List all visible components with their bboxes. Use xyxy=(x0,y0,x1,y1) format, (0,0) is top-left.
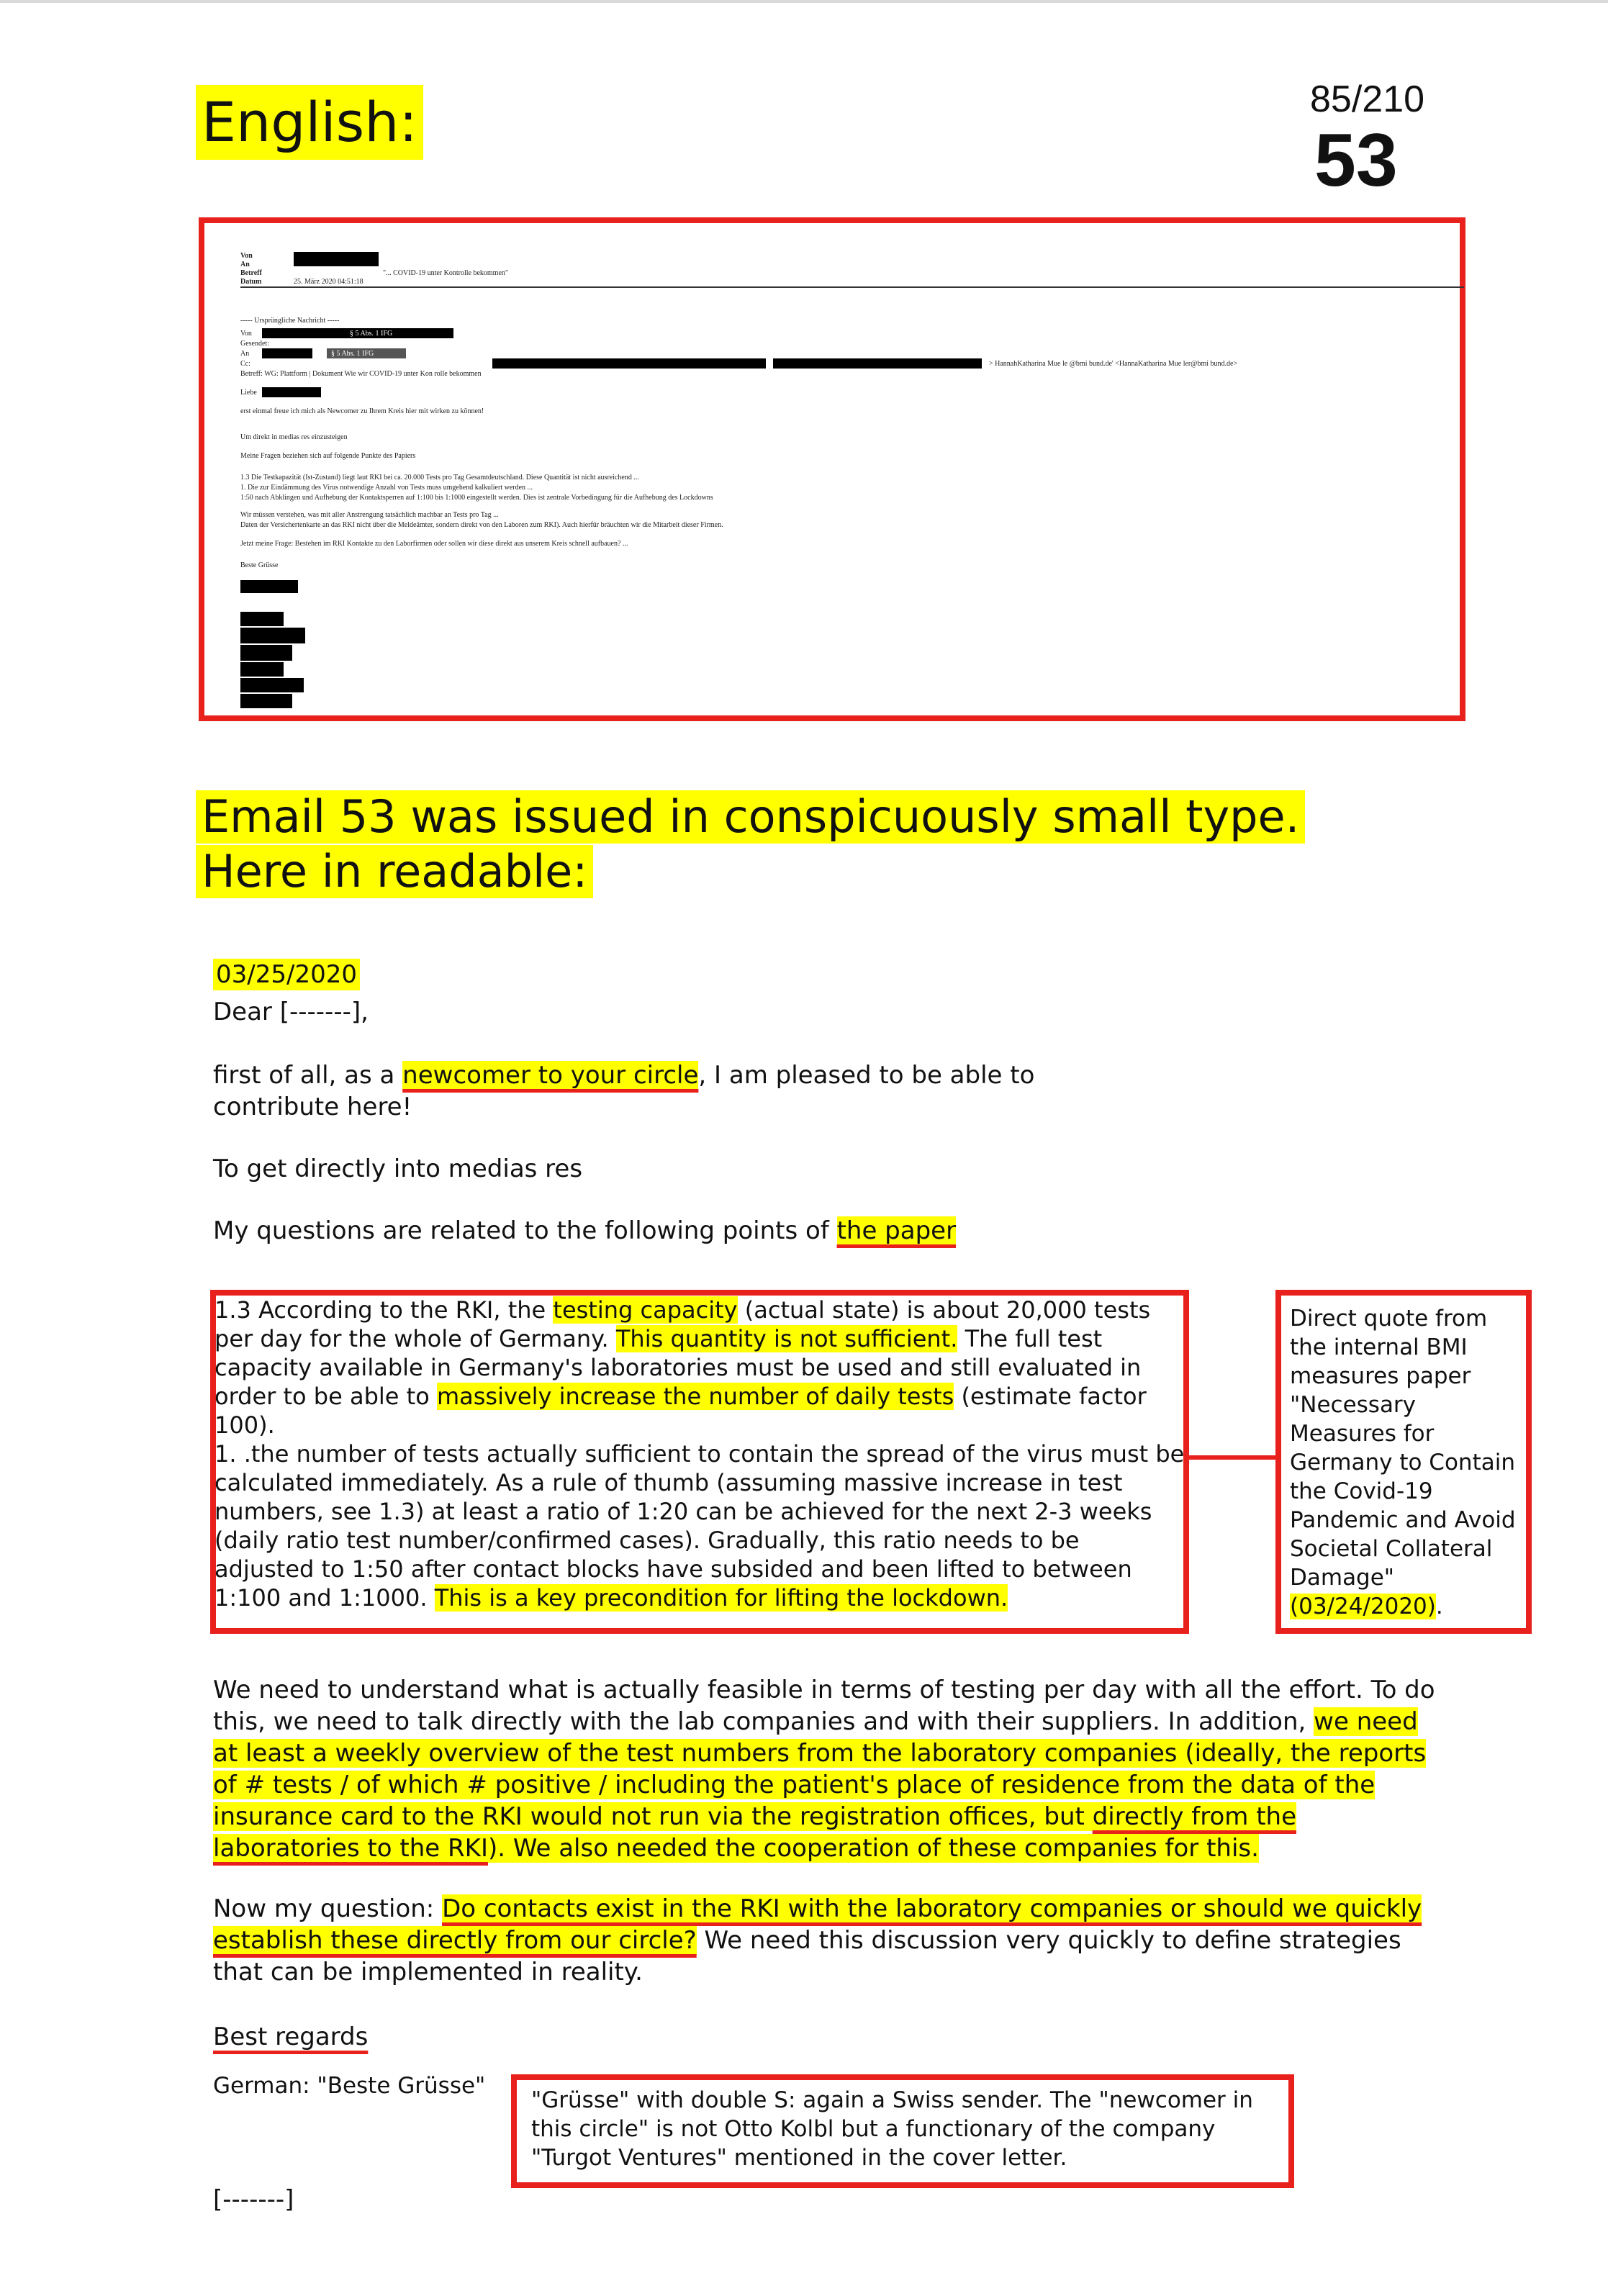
email-questions-intro xyxy=(213,1215,956,1247)
thumb-line: Datum xyxy=(240,278,262,286)
thumb-redaction-label: § 5 Abs. 1 IFG xyxy=(350,330,393,338)
thumb-line: Meine Fragen beziehen sich auf folgende Punkte des Papiers xyxy=(240,452,416,460)
thumb-line: 25. März 2020 04:51:18 xyxy=(294,278,363,286)
redaction-bar xyxy=(262,348,312,358)
redaction-bar xyxy=(262,328,348,338)
highlight-increase-tests: massively increase the number of daily tests xyxy=(436,1383,954,1410)
redaction-bar xyxy=(240,694,292,708)
quote-paragraph-1 xyxy=(214,1296,1186,1439)
email-paragraph-3 xyxy=(213,1674,1437,1864)
thumb-line: Betreff: WG: Plattform | Dokument Wie wir COVID-19 unter Kon rolle bekommen xyxy=(240,370,482,378)
thumb-line: Um direkt in medias res einzusteigen xyxy=(240,433,348,441)
highlight-testing-capacity: testing capacity xyxy=(553,1296,738,1324)
language-label: English: xyxy=(196,85,423,160)
redaction-bar xyxy=(240,628,305,643)
redaction-bar xyxy=(773,358,982,369)
email-salutation: Dear [-------], xyxy=(213,998,369,1026)
headline-line-2: Here in readable: xyxy=(196,845,593,898)
thumb-line: Daten der Versichertenkarte an das RKI nicht über die Meldeämter, sondern direkt von den Laboren zum RKI). Auch hierfür bräuchten wir die Mitarbeit dieser Firmen. xyxy=(240,521,723,529)
headline-line-1: Email 53 was issued in conspicuously small type. xyxy=(196,790,1305,844)
email-medias-res: To get directly into medias res xyxy=(213,1154,583,1183)
text-run: (estimate factor 100). xyxy=(214,1383,1147,1439)
text-run: 1. .the number of tests actually sufficient to contain the spread of the virus must be calculated immediately. As a rule of thumb (assuming massive increase in test numbers, see 1.3) at least a ratio of 1:20 can be achieved for the next 2-3 weeks (daily ratio test number/confirmed cases). Gradually, this ratio needs to be adjusted to 1:50 after contact blocks have subsided and been lifted to between 1:100 and 1:1000. xyxy=(214,1440,1185,1612)
highlight-the-paper: the paper xyxy=(836,1216,957,1245)
email-date: 03/25/2020 xyxy=(213,959,360,990)
thumb-line: Jetzt meine Frage: Bestehen im RKI Kontakte zu den Laborfirmen oder sollen wir diese direkt aus unserem Kreis schnell aufbauen? ... xyxy=(240,540,628,548)
thumb-line: Von xyxy=(240,252,253,260)
email-paragraph-4 xyxy=(213,1893,1422,1988)
side-note-text xyxy=(1290,1304,1527,1621)
thumb-redaction-label: § 5 Abs. 1 IFG xyxy=(331,350,374,358)
highlight-not-sufficient: This quantity is not sufficient. xyxy=(615,1325,958,1352)
highlight-weekly-overview: we need at least a weekly overview of the test numbers from the laboratory companies (ideally, the reports of # tests / of which # positive / including the patient's place of residence from the data of the insurance card to the RKI would not run via the registration offices, but xyxy=(213,1707,1427,1831)
page-count: 85/210 xyxy=(1310,78,1425,120)
thumb-line: Wir müssen verstehen, was mit aller Anstrengung tatsächlich machbar an Tests pro Tag ... xyxy=(240,511,499,519)
text-run: We need to understand what is actually feasible in terms of testing per day with all the effort. To do this, we need to talk directly with the lab companies and with their suppliers. In addition, xyxy=(213,1676,1435,1736)
text-run: . xyxy=(1435,1594,1443,1619)
quote-paragraph-2 xyxy=(214,1439,1186,1612)
headline xyxy=(196,790,1305,900)
thumb-line: 1:50 nach Abklingen und Aufhebung der Kontaktsperren auf 1:100 bis 1:1000 eingestellt werden. Dies ist zentrale Vorbedingung für die Aufhebung des Lockdowns xyxy=(240,494,713,502)
email-number: 53 xyxy=(1314,119,1398,202)
german-label: German: "Beste Grüsse" xyxy=(213,2073,486,2099)
highlight-key-precondition: This is a key precondition for lifting the lockdown. xyxy=(434,1584,1008,1612)
redaction-bar xyxy=(240,645,292,661)
highlight-newcomer: newcomer to your circle xyxy=(402,1061,699,1090)
thumb-line: Liebe xyxy=(240,389,257,397)
text-run: , I am pleased to be able to contribute here! xyxy=(213,1061,1035,1121)
thumb-line: Cc: xyxy=(240,360,250,368)
text-run: first of all, as a xyxy=(213,1061,403,1090)
text-run: Now my question: xyxy=(213,1894,443,1923)
redaction-bar xyxy=(294,252,379,266)
thumb-line: ----- Ursprüngliche Nachricht ----- xyxy=(240,317,340,325)
text-run: (actual state) is about 20,000 tests per day for the whole of Germany. xyxy=(214,1296,1151,1352)
email-closing: Best regards xyxy=(213,2022,369,2051)
email-intro xyxy=(213,1059,1149,1123)
redaction-bar xyxy=(262,387,321,397)
thumb-line: Betreff xyxy=(240,269,262,277)
highlight-directly-from-labs: directly from the laboratories to the RKI xyxy=(213,1802,1296,1863)
thumb-line: Von xyxy=(240,330,252,338)
redaction-bar xyxy=(240,612,284,626)
highlight-cooperation: ). We also needed the cooperation of these companies for this. xyxy=(487,1834,1259,1863)
thumb-line: erst einmal freue ich mich als Newcomer zu Ihrem Kreis hier mit wirken zu können! xyxy=(240,407,484,415)
thumb-line: Beste Grüsse xyxy=(240,561,279,569)
thumb-line: > HannahKatharina Mue le @bmi bund.de' <HannaKatharina Mue ler@bmi bund.de> xyxy=(989,360,1238,368)
thumb-line: 1. Die zur Eindämmung des Virus notwendige Anzahl von Tests muss umgehend kalkuliert werden ... xyxy=(240,484,533,492)
original-email-thumbnail xyxy=(199,217,1465,721)
text-run: My questions are related to the following points of xyxy=(213,1216,837,1245)
redaction-bar xyxy=(240,662,284,677)
top-rule xyxy=(0,0,1608,3)
thumb-line: "... COVID-19 unter Kontrolle bekommen" xyxy=(383,269,508,277)
thumb-rule xyxy=(240,286,1464,288)
highlight-question: Do contacts exist in the RKI with the laboratory companies or should we quickly establish these directly from our circle? xyxy=(213,1894,1422,1955)
quote-text xyxy=(214,1296,1186,1612)
thumb-line: An xyxy=(240,350,250,358)
thumb-line: Gesendet: xyxy=(240,340,269,348)
redaction-bar xyxy=(240,580,298,593)
thumb-line: An xyxy=(240,261,250,268)
email-signature: [-------] xyxy=(213,2185,294,2214)
note-text: "Grüsse" with double S: again a Swiss sender. The "newcomer in this circle" is not Otto Kolbl but a functionary of the company "Turgot Ventures" mentioned in the cover letter. xyxy=(531,2087,1253,2171)
connector-line xyxy=(1189,1455,1275,1460)
text-run: We need this discussion very quickly to define strategies that can be implemented in reality. xyxy=(213,1926,1401,1987)
redaction-bar xyxy=(492,358,766,369)
text-run: 1.3 According to the RKI, the xyxy=(214,1296,554,1324)
text-run: Direct quote from the internal BMI measures paper "Necessary Measures for Germany to Contain the Covid-19 Pandemic and Avoid Societal Collateral Damage" xyxy=(1290,1306,1516,1591)
highlight-paper-date: (03/24/2020) xyxy=(1290,1594,1436,1619)
text-run: The full test capacity available in Germany's laboratories must be used and still evaluated in order to be able to xyxy=(214,1325,1142,1410)
thumb-line: 1.3 Die Testkapazität (Ist-Zustand) liegt laut RKI bei ca. 20.000 Tests pro Tag Gesamtdeutschland. Diese Quantität ist nicht ausreichend ... xyxy=(240,474,639,482)
redaction-bar xyxy=(240,678,304,692)
